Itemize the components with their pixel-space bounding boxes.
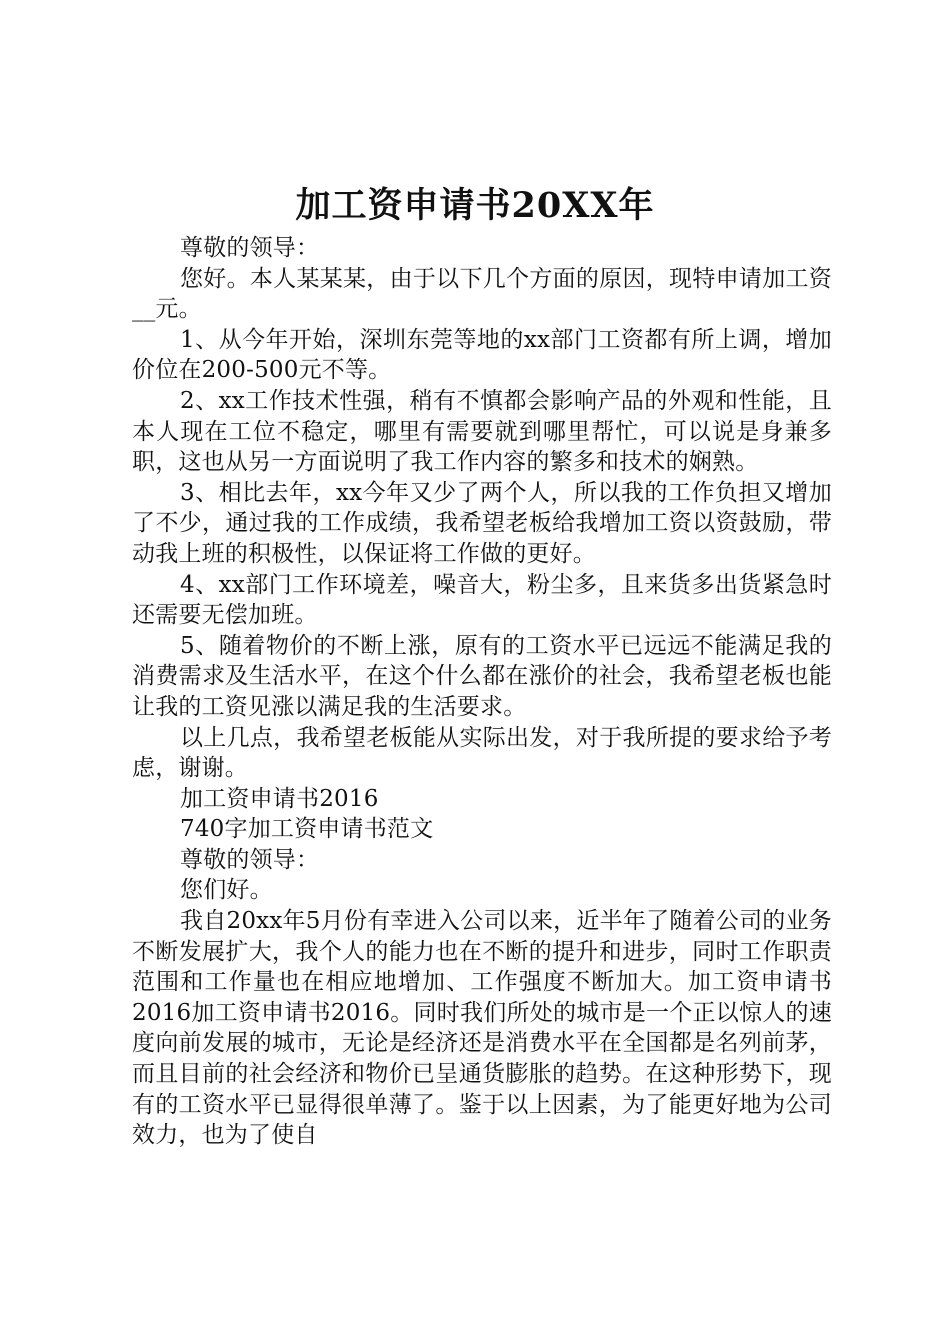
salutation: 尊敬的领导： [180,235,320,261]
paragraph-reason-1: 1、从今年开始，深圳东莞等地的xx部门工资都有所上调，增加价位在200-500元不等。 [132,326,832,384]
paragraph-reason-4: 4、xx部门工作环境差，噪音大，粉尘多，且来货多出货紧急时还需要无偿加班。 [132,571,832,629]
paragraph-intro: 您好。本人某某某，由于以下几个方面的原因，现特申请加工资__元。 [132,265,832,323]
salutation-2: 尊敬的领导： [180,846,320,873]
paragraph-closing: 以上几点，我希望老板能从实际出发，对于我所提的要求给予考虑，谢谢。 [132,724,832,782]
section-heading-2016: 加工资申请书2016 [180,785,379,812]
document-body [132,233,832,1151]
paragraph-reason-3: 3、相比去年，xx今年又少了两个人，所以我的工作负担又增加了不少，通过我的工作成绩，我希望老板给我增加工资以资鼓励，带动我上班的积极性，以保证将工作做的更好。 [132,479,832,567]
paragraph-body-2: 我自20xx年5月份有幸进入公司以来，近半年了随着公司的业务不断发展扩大，我个人的能力也在不断的提升和进步，同时工作职责范围和工作量也在相应地增加、工作强度不断加大。加工资申请书2016加工资申请书2016。同时我们所处的城市是一个正以惊人的速度向前发展的城市，无论是经济还是消费水平在全国都是名列前茅，而且目前的社会经济和物价已呈通货膨胀的趋势。在这种形势下，现有的工资水平已显得很单薄了。鉴于以上因素，为了能更好地为公司效力，也为了使自 [132,908,832,1149]
paragraph-reason-2: 2、xx工作技术性强，稍有不慎都会影响产品的外观和性能，且本人现在工位不稳定，哪里有需要就到哪里帮忙，可以说是身兼多职，这也从另一方面说明了我工作内容的繁多和技术的娴熟。 [132,387,832,476]
greeting-2: 您们好。 [180,877,273,904]
section-heading-sample: 740字加工资申请书范文 [180,816,434,843]
paragraph-reason-5: 5、随着物价的不断上涨，原有的工资水平已远远不能满足我的消费需求及生活水平，在这个什么都在涨价的社会，我希望老板也能让我的工资见涨以满足我的生活要求。 [132,632,832,720]
document-title: 加工资申请书20XX年 [295,185,655,226]
